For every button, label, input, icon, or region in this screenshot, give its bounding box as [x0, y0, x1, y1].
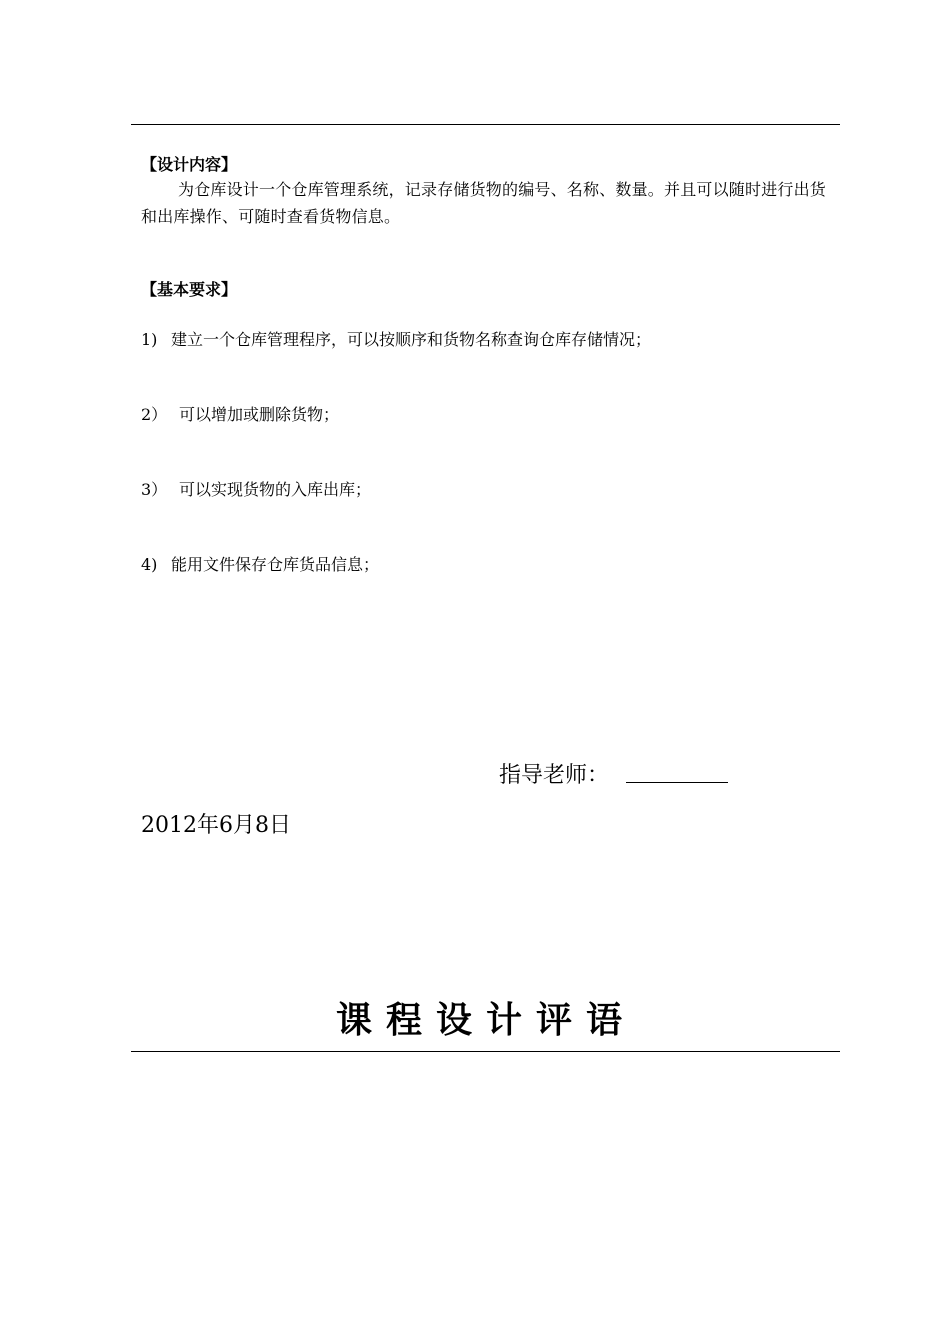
requirement-item — [141, 327, 651, 350]
advisor-label: 指导老师： — [499, 763, 610, 788]
requirement-number: 3） — [141, 480, 168, 499]
basic-requirements-heading: 【基本要求】 — [141, 280, 238, 299]
requirement-number: 1) — [141, 330, 158, 349]
design-content-paragraph: 为仓库设计一个仓库管理系统，记录存储货物的编号、名称、数量。并且可以随时进行出货和出库操作、可随时查看货物信息。 — [141, 180, 827, 226]
requirement-number: 4) — [141, 555, 158, 574]
top-divider — [131, 124, 840, 125]
requirement-text: 建立一个仓库管理程序，可以按顺序和货物名称查询仓库存储情况； — [171, 330, 652, 349]
requirement-item — [141, 477, 371, 500]
requirement-text: 可以实现货物的入库出库； — [179, 480, 372, 499]
document-date: 2012年6月8日 — [141, 813, 291, 838]
requirement-number: 2） — [141, 405, 168, 424]
requirement-text: 能用文件保存仓库货品信息； — [171, 555, 380, 574]
requirement-item — [141, 552, 379, 575]
requirement-item — [141, 402, 339, 425]
requirement-text: 可以增加或删除货物； — [179, 405, 340, 424]
design-content-heading: 【设计内容】 — [141, 155, 238, 174]
section-title: 课程设计评语 — [335, 999, 636, 1041]
bottom-divider — [131, 1051, 840, 1052]
advisor-signature-line — [626, 782, 728, 783]
